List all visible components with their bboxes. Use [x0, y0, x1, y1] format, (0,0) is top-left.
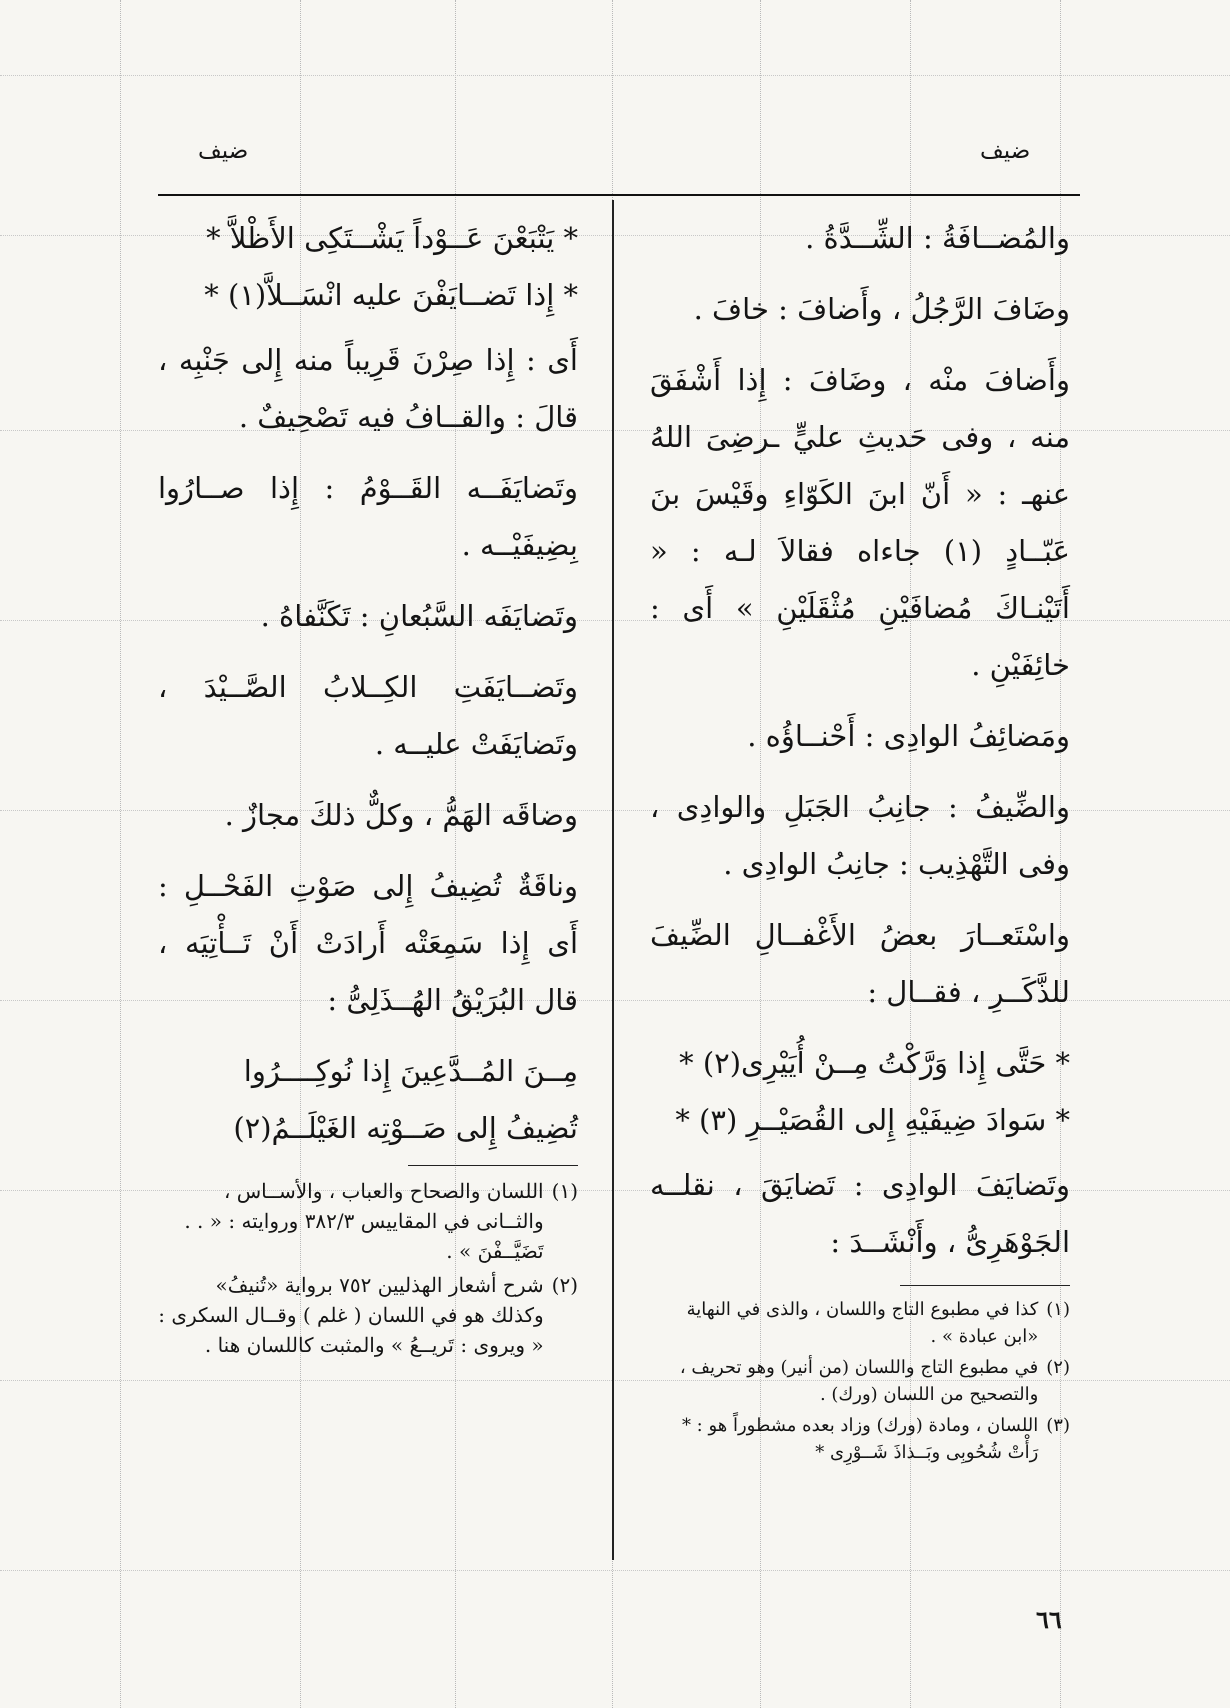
footnote [650, 1354, 1070, 1408]
entry-paragraph: وضَافَ الرَّجُلُ ، وأَضافَ : خافَ . [693, 292, 1070, 326]
verse-block [158, 1043, 578, 1157]
footnote [158, 1176, 578, 1266]
entry-paragraph: وضاقَه الهَمُّ ، وكلٌّ ذلكَ مجازٌ . [224, 798, 578, 832]
entry-paragraph: وتَضايَفَــه القَــوْمُ : إِذا صــارُوا بِضِيفَيْــه . [158, 471, 578, 562]
footnote-rule [900, 1285, 1070, 1286]
entry-paragraph: واسْتَعــارَ بعضُ الأَغْفــالِ الضِّيفَ للذَّكَــرِ ، فقــال : [650, 918, 1070, 1009]
verse-line: * حَتَّى إِذا وَرَّكْتُ مِــنْ أُيَيْرِى(٢) * [679, 1046, 1070, 1080]
grid-line [120, 0, 121, 1708]
footnote-number: (٣) [1046, 1415, 1070, 1436]
entry-paragraph: وتَضايَفَ الوادِى : تَضايَقَ ، نقلــه الجَوْهَرِىُّ ، وأَنْشَــدَ : [650, 1168, 1070, 1259]
footnote [650, 1412, 1070, 1466]
footnote-text: شرح أشعار الهذليين ٧٥٢ برواية «تُنيفُ» وكذلك هو في اللسان ( غلم ) وقــال السكرى : « ويروى : تَريــعُ » والمثبت كاللسان هنا . [158, 1273, 544, 1357]
verse-line: تُضِيفُ إِلى صَــوْتِه الغَيْلَــمُ(٢) [233, 1111, 578, 1145]
verse-line: مِــنَ المُــدَّعِينَ إِذا نُوكِــــرُوا [243, 1054, 578, 1088]
running-head-left: ضيف [198, 138, 249, 164]
footnote-text: اللسان والصحاح والعباب ، والأســاس ، والثــانى في المقاييس ٣٨٢/٣ وروايته : « . . تَضَيَّــفْنَ » . [184, 1179, 544, 1263]
verse-line: * يَتْبَعْنَ عَــوْداً يَشْــتَكِى الأَظْلاَّ * [206, 221, 578, 255]
entry-paragraph: وتَضايَفَه السَّبُعانِ : تَكَنَّفاهُ . [260, 599, 578, 633]
header-rule [158, 194, 1080, 196]
entry-paragraph: أَى : إِذا صِرْنَ قَرِيباً منه إِلى جَنْبِه ، قالَ : والقــافُ فيه تَصْحِيفٌ . [158, 343, 578, 434]
column-divider [612, 200, 614, 1560]
footnote-number: (٢) [1046, 1357, 1070, 1378]
entry-paragraph: وناقَةٌ تُضِيفُ إِلى صَوْتِ الفَحْــلِ : أَى إِذا سَمِعَتْه أَرادَتْ أَنْ تَــأْتِيَه ، قال البُرَيْقُ الهُــذَلِىُّ : [158, 869, 578, 1017]
entry-paragraph: وتَضــايَفَتِ الكِــلابُ الصَّــيْدَ ، وتَضايَفَتْ عليــه . [158, 670, 578, 761]
footnote-text: كذا في مطبوع التاج واللسان ، والذى في النهاية «ابن عبادة » . [686, 1299, 1039, 1347]
footnote-text: اللسان ، ومادة (ورك) وزاد بعده مشطوراً هو : * رَأْتْ شُحُوبِى وبَــذاذَ شَــوْرِى * [681, 1415, 1039, 1463]
footnote-number: (١) [551, 1179, 578, 1203]
verse-line: * سَوادَ ضِيفَيْهِ إِلى القُصَيْــرِ (٣) * [675, 1103, 1070, 1137]
footnote-rule [408, 1165, 578, 1166]
left-column [158, 210, 578, 1364]
verse-block [158, 210, 578, 324]
verse-block [650, 1035, 1070, 1149]
grid-line [0, 1570, 1230, 1571]
entry-paragraph: والمُضــافَةُ : الشِّــدَّةُ . [805, 221, 1070, 255]
footnote-number: (٢) [551, 1273, 578, 1297]
running-head-right: ضيف [980, 138, 1031, 164]
footnote-number: (١) [1046, 1299, 1070, 1320]
grid-line [0, 75, 1230, 76]
footnote-text: في مطبوع التاج واللسان (من أنير) وهو تحريف ، والتصحيح من اللسان (ورك) . [679, 1357, 1039, 1405]
entry-paragraph: والضِّيفُ : جانِبُ الجَبَلِ والوادِى ، وفى التَّهْذِيب : جانِبُ الوادِى . [650, 790, 1070, 881]
page-number: ٦٦ [1036, 1605, 1062, 1634]
footnote [158, 1270, 578, 1360]
verse-line: * إِذا تَضــايَفْنَ عليه انْسَــلاَّ(١) * [204, 278, 578, 312]
entry-paragraph: وأَضافَ منْه ، وضَافَ : إِذا أَشْفَقَ منه ، وفى حَديثِ عليٍّ ـرضِىَ اللهُ عنهـ : « أَنّ ابنَ الكَوّاءِ وقَيْسَ بنَ عَبّــادٍ (١) جاءاه فقالاَ لـه : « أَتَيْنـاكَ مُضافَيْنِ مُثْقَلَيْنِ » أَى : خائِفَيْنِ . [650, 363, 1070, 682]
entry-paragraph: ومَضائِفُ الوادِى : أَحْنــاؤُه . [747, 719, 1070, 753]
right-column [650, 210, 1070, 1470]
footnote [650, 1296, 1070, 1350]
